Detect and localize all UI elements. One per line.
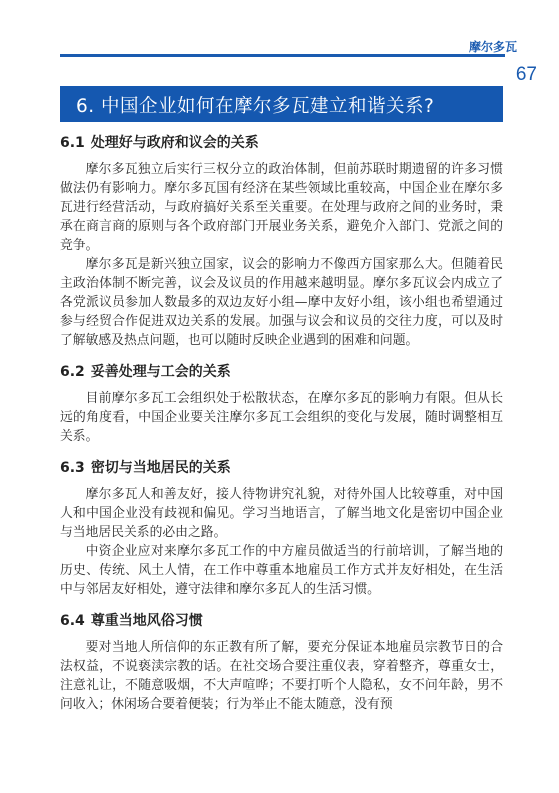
section-number: 6.1 <box>60 135 85 151</box>
section-heading <box>60 361 503 381</box>
page-content <box>60 128 503 714</box>
paragraph: 要对当地人所信仰的东正教有所了解，要充分保证本地雇员宗教节日的合法权益，不说亵渎宗教的话。在社交场合要注重仪表，穿着整齐，尊重女士，注意礼让，不随意吸烟，不大声喧哗；不要打听个人隐私，女不问年龄，男不问收入；休闲场合要着便装；行为举止不能太随意，没有预 <box>60 640 503 712</box>
section-title: 妥善处理与工会的关系 <box>90 364 231 380</box>
section-6-2 <box>60 361 503 446</box>
paragraph: 摩尔多瓦独立后实行三权分立的政治体制，但前苏联时期遗留的许多习惯做法仍有影响力。摩尔多瓦国有经济在某些领域比重较高，中国企业在摩尔多瓦进行经营活动，与政府搞好关系至关重要。在处理与政府之间的业务时，秉承在商言商的原则与各个政府部门开展业务关系，避免介入部门、党派之间的竞争。 <box>60 162 503 253</box>
section-heading <box>60 457 503 477</box>
paragraph: 摩尔多瓦人和善友好，接人待物讲究礼貌，对待外国人比较尊重，对中国人和中国企业没有歧视和偏见。学习当地语言，了解当地文化是密切中国企业与当地居民关系的必由之路。 <box>60 487 503 540</box>
page-number: 67 <box>515 64 537 85</box>
chapter-title-bar <box>60 86 503 122</box>
chapter-title: 6. 中国企业如何在摩尔多瓦建立和谐关系? <box>76 96 435 117</box>
header-rule <box>60 54 505 57</box>
section-6-1 <box>60 132 503 350</box>
section-number: 6.3 <box>60 460 85 476</box>
section-6-3 <box>60 457 503 599</box>
running-header-label: 摩尔多瓦 <box>468 40 517 54</box>
paragraph: 目前摩尔多瓦工会组织处于松散状态，在摩尔多瓦的影响力有限。但从长远的角度看，中国企业要关注摩尔多瓦工会组织的变化与发展，随时调整相互关系。 <box>60 391 503 444</box>
section-heading <box>60 132 503 152</box>
section-title: 密切与当地居民的关系 <box>90 460 231 476</box>
section-6-4 <box>60 610 503 714</box>
section-number: 6.2 <box>60 364 85 380</box>
paragraph: 摩尔多瓦是新兴独立国家，议会的影响力不像西方国家那么大。但随着民主政治体制不断完善，议会及议员的作用越来越明显。摩尔多瓦议会内成立了各党派议员参加人数最多的双边友好小组—摩中友好小组，该小组也希望通过参与经贸合作促进双边关系的发展。加强与议会和议员的交往力度，可以及时了解敏感及热点问题，也可以随时反映企业遇到的困难和问题。 <box>60 257 503 348</box>
section-heading <box>60 610 503 630</box>
section-number: 6.4 <box>60 613 85 629</box>
paragraph: 中资企业应对来摩尔多瓦工作的中方雇员做适当的行前培训，了解当地的历史、传统、风土人情，在工作中尊重本地雇员工作方式并友好相处，在生活中与邻居友好相处，遵守法律和摩尔多瓦人的生活习惯。 <box>60 544 503 597</box>
section-title: 尊重当地风俗习惯 <box>90 613 203 629</box>
section-title: 处理好与政府和议会的关系 <box>90 135 259 151</box>
